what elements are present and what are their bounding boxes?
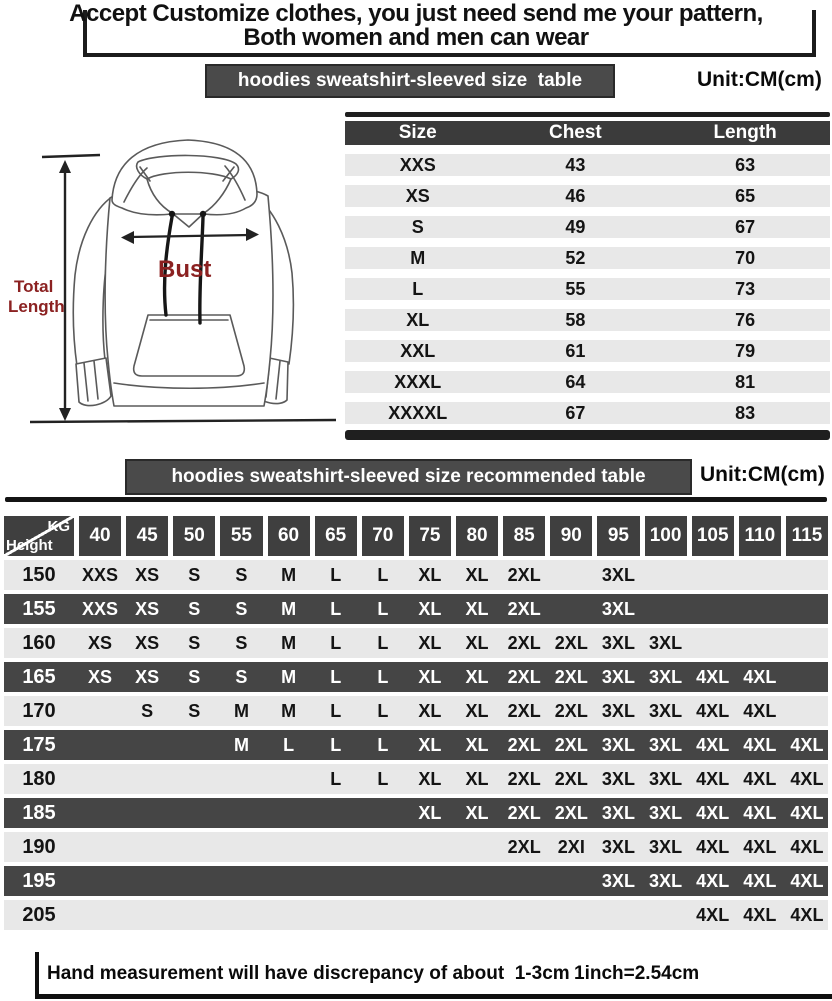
recommended-cell: S [235,598,248,619]
section-divider [5,497,827,502]
recommended-cell: L [377,734,389,755]
recommended-cell: 4XL [743,870,777,891]
recommended-cell: 3XL [601,598,635,619]
height-label-150: 150 [22,563,56,586]
recommended-cell: 2XL [554,734,588,755]
size-table-cell: XXL [400,340,436,361]
weight-header-40: 40 [79,516,121,556]
recommended-cell: 3XL [649,870,683,891]
size-table-header-length: Length [713,122,777,143]
weight-header-90: 90 [550,516,592,556]
recommended-cell: XS [88,632,113,653]
recommended-cell: 2XL [507,598,541,619]
bust-label: Bust [158,256,212,283]
recommended-cell: L [377,700,389,721]
recommended-cell: L [330,700,342,721]
size-table-cell: M [410,247,426,268]
size-table-header-chest: Chest [548,122,602,143]
size-table-cell: 79 [735,340,756,361]
recommended-row-160 [4,628,828,658]
recommended-cell: 2XL [507,836,541,857]
recommended-cell: XS [135,598,160,619]
size-table-cell: 63 [735,154,756,175]
recommended-cell: L [377,598,389,619]
inch-conversion-note: 1inch=2.54cm [574,963,700,984]
recommended-cell: 2XL [507,802,541,823]
recommended-cell: 4XL [696,666,730,687]
recommended-cell: 4XL [743,904,777,925]
recommended-cell: XL [418,734,442,755]
size-table-cell: XXXL [394,371,442,392]
recommended-table-banner: hoodies sweatshirt-sleeved size recommended table [125,459,692,495]
recommended-cell: S [235,632,248,653]
total-length-label-line2: Length [8,297,65,316]
recommended-cell: L [330,564,342,585]
size-table-header-row [345,121,830,145]
height-label-205: 205 [22,903,56,926]
recommended-cell: S [188,598,201,619]
recommended-cell: 2XL [507,632,541,653]
recommended-cell: XL [418,768,442,789]
size-table-cell: 52 [565,247,586,268]
recommended-cell: S [235,564,248,585]
recommended-cell: L [330,632,342,653]
height-label-175: 175 [22,733,56,756]
height-label-170: 170 [22,699,56,722]
recommended-cell: XL [418,632,442,653]
size-table-cell: L [412,278,424,299]
recommended-row-165 [4,662,828,692]
recommended-cell: 2XL [554,632,588,653]
recommended-cell: 3XL [601,802,635,823]
size-table-cell: XXS [399,154,436,175]
size-table-row-m [345,247,830,269]
recommended-cell: XL [465,802,489,823]
unit-label-2: Unit:CM(cm) [700,463,825,486]
recommended-row-205 [4,900,828,930]
recommended-cell: L [283,734,295,755]
height-label-195: 195 [22,869,56,892]
recommended-cell: S [188,632,201,653]
measurement-note: Hand measurement will have discrepancy of about 1-3cm [47,963,570,984]
size-table-cell: XS [405,185,430,206]
recommended-row-175 [4,730,828,760]
corner-kg-label: KG [47,518,70,535]
recommended-cell: 3XL [601,700,635,721]
recommended-cell: 3XL [649,700,683,721]
hoodie-hood [112,140,257,215]
size-table-cell: 64 [565,371,586,392]
recommended-cell: M [281,632,297,653]
recommended-cell: L [377,768,389,789]
recommended-cell: XL [418,564,442,585]
recommended-cell: S [188,700,201,721]
hoodie-pocket [134,315,245,376]
weight-header-70: 70 [362,516,404,556]
weight-header-85: 85 [503,516,545,556]
size-table-top-bar [345,112,830,117]
recommended-row-190 [4,832,828,862]
height-label-180: 180 [22,767,56,790]
size-table-cell: 58 [565,309,586,330]
weight-header-95: 95 [597,516,639,556]
recommended-cell: 2XL [507,564,541,585]
recommended-cell: XXS [82,564,119,585]
unit-label-1: Unit:CM(cm) [697,68,822,91]
recommended-cell: 4XL [743,802,777,823]
recommended-cell: 4XL [790,904,824,925]
size-table-banner: hoodies sweatshirt-sleeved size table [205,64,615,98]
size-table-row-xxs [345,154,830,176]
size-table-cell: 43 [565,154,586,175]
size-table-body [345,154,830,424]
recommended-cell: XS [135,564,160,585]
recommended-cell: XS [88,666,113,687]
recommended-cell: XL [465,768,489,789]
size-table-cell: 83 [735,402,756,423]
weight-header-100: 100 [645,516,687,556]
weight-header-50: 50 [173,516,215,556]
size-table [345,112,830,440]
recommended-cell: 2XL [507,700,541,721]
recommended-cell: 4XL [743,768,777,789]
weight-header-60: 60 [268,516,310,556]
size-table-cell: 67 [735,216,756,237]
recommended-cell: L [377,564,389,585]
recommended-cell: M [281,700,297,721]
size-table-cell: 61 [565,340,586,361]
recommended-cell: 3XL [601,836,635,857]
size-table-row-xxxl [345,371,830,393]
recommended-cell: XL [418,598,442,619]
size-table-cell: 81 [735,371,756,392]
recommended-cell: 3XL [649,734,683,755]
recommended-size-table [4,516,828,930]
recommended-cell: 4XL [696,802,730,823]
weight-header-105: 105 [692,516,734,556]
recommended-cell: 2XI [557,836,585,857]
hoodie-measurement-diagram [0,110,340,450]
total-length-label-line1: Total [14,277,54,296]
recommended-cell: 4XL [743,700,777,721]
size-table-cell: 70 [735,247,756,268]
recommended-cell: L [330,768,342,789]
recommended-cell: 4XL [696,700,730,721]
recommended-cell: M [281,666,297,687]
recommended-cell: 2XL [554,700,588,721]
recommended-cell: M [233,700,249,721]
recommended-cell: 2XL [554,802,588,823]
recommended-cell: 3XL [601,564,635,585]
recommended-row-185 [4,798,828,828]
size-table-cell: 76 [735,309,756,330]
recommended-cell: L [330,734,342,755]
size-table-cell: 46 [565,185,586,206]
title-line-1: Accept Customize clothes, you just need send me your pattern, [69,0,763,27]
recommended-cell: 3XL [601,632,635,653]
recommended-cell: XL [418,700,442,721]
recommended-cell: 4XL [790,734,824,755]
recommended-cell: 3XL [649,768,683,789]
recommended-cell: 3XL [649,632,683,653]
recommended-cell: 4XL [743,734,777,755]
recommended-cell: L [330,666,342,687]
size-table-header-size: Size [398,122,437,143]
recommended-cell: S [188,564,201,585]
recommended-row-195 [4,866,828,896]
recommended-table-body [4,560,828,930]
recommended-cell: 3XL [649,802,683,823]
hoodie-left-cuff [76,358,111,406]
recommended-cell: XL [418,666,442,687]
size-table-bottom-bar [345,430,830,440]
recommended-cell: 4XL [743,666,777,687]
size-table-cell: XXXXL [388,402,448,423]
corner-height-label: Height [6,537,53,554]
weight-header-80: 80 [456,516,498,556]
recommended-cell: 4XL [790,870,824,891]
weight-header-110: 110 [739,516,781,556]
recommended-cell: XXS [82,598,119,619]
recommended-cell: XL [418,802,442,823]
recommended-cell: 4XL [743,836,777,857]
size-table-row-l [345,278,830,300]
recommended-cell: S [141,700,154,721]
recommended-cell: 4XL [696,904,730,925]
size-table-cell: 55 [565,278,586,299]
recommended-cell: 2XL [507,768,541,789]
recommended-cell: XS [135,632,160,653]
height-label-160: 160 [22,631,56,654]
size-table-cell: XL [406,309,430,330]
size-table-row-xl [345,309,830,331]
recommended-cell: 4XL [790,836,824,857]
recommended-cell: M [281,598,297,619]
recommended-cell: XL [465,734,489,755]
recommended-cell: XL [465,700,489,721]
recommended-cell: 2XL [507,666,541,687]
recommended-cell: 4XL [696,768,730,789]
recommended-cell: 3XL [601,734,635,755]
recommended-cell: 4XL [696,870,730,891]
size-table-cell: S [411,216,424,237]
recommended-cell: S [188,666,201,687]
recommended-cell: L [377,666,389,687]
recommended-cell: 3XL [601,870,635,891]
size-table-row-xs [345,185,830,207]
kg-height-corner-cell [4,516,74,556]
recommended-cell: XS [135,666,160,687]
recommended-cell: 3XL [601,666,635,687]
recommended-cell: 3XL [649,836,683,857]
size-table-cell: 49 [565,216,586,237]
height-label-165: 165 [22,665,56,688]
recommended-cell: XL [465,564,489,585]
recommended-cell: XL [465,598,489,619]
recommended-table-header-row [4,516,828,556]
recommended-cell: XL [465,666,489,687]
recommended-cell: L [377,632,389,653]
recommended-cell: XL [465,632,489,653]
recommended-row-155 [4,594,828,624]
size-table-cell: 73 [735,278,756,299]
recommended-row-150 [4,560,828,590]
recommended-cell: L [330,598,342,619]
recommended-cell: 2XL [507,734,541,755]
weight-header-45: 45 [126,516,168,556]
size-table-cell: 67 [565,402,586,423]
recommended-cell: M [233,734,249,755]
size-table-row-xxxxl [345,402,830,424]
recommended-row-180 [4,764,828,794]
weight-header-115: 115 [786,516,828,556]
recommended-cell: 2XL [554,666,588,687]
size-table-row-s [345,216,830,238]
recommended-cell: M [281,564,297,585]
height-label-185: 185 [22,801,56,824]
recommended-cell: 2XL [554,768,588,789]
weight-header-55: 55 [220,516,262,556]
page-title [0,2,832,51]
title-line-2: Both women and men can wear [243,24,589,52]
recommended-cell: 4XL [790,768,824,789]
recommended-cell: S [235,666,248,687]
recommended-cell: 3XL [649,666,683,687]
recommended-cell: 4XL [696,734,730,755]
size-table-row-xxl [345,340,830,362]
height-label-155: 155 [22,597,56,620]
recommended-cell: 3XL [601,768,635,789]
weight-header-75: 75 [409,516,451,556]
recommended-cell: 4XL [696,836,730,857]
recommended-row-170 [4,696,828,726]
weight-header-65: 65 [315,516,357,556]
size-table-cell: 65 [735,185,756,206]
height-label-190: 190 [22,835,56,858]
recommended-cell: 4XL [790,802,824,823]
